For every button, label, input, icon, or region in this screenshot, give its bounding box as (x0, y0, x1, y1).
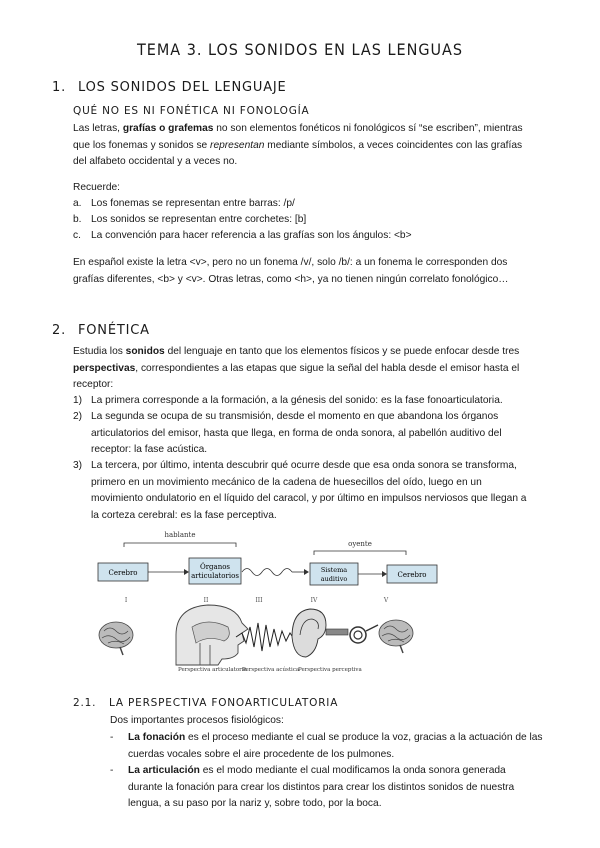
bold-term: La articulación (128, 765, 200, 776)
section-2-1-intro: Dos importantes procesos fisiológicos: (110, 715, 284, 726)
subsection-heading: QUÉ NO ES NI FONÉTICA NI FONOLOGÍA (73, 105, 310, 117)
paragraph-line (73, 121, 553, 138)
bold-term: La fonación (128, 732, 186, 743)
caption-acustica: Perspectiva acústica (242, 667, 300, 673)
section-title: LA PERSPECTIVA FONOARTICULATORIA (109, 697, 339, 709)
list-line: La tercera, por último, intenta descubrir qué ocurre desde que esa onda sonora se transforma, (91, 460, 517, 471)
paragraph-line: del alfabeto occidental y a veces no. (73, 156, 238, 167)
paragraph-line: En español existe la letra <v>, pero no un fonema /v/, solo /b/: a un fonema le corresponden dos (73, 257, 508, 268)
list-line: movimiento ondulatorio en el líquido del caracol, y por último en impulsos nerviosos que llegan a (91, 493, 527, 504)
list-item (73, 409, 553, 459)
box-organos (189, 558, 241, 584)
paragraph-line (73, 361, 553, 378)
text-run: no son elementos fonéticos ni fonológicos sí “se escriben”, mientras (213, 123, 523, 134)
text-run: es el modo mediante el cual modificamos la onda sonora generada (199, 765, 506, 776)
list-line: lengua, a su paso por la nariz y, sobre todo, por la boca. (128, 798, 382, 809)
text-run: mediante símbolos, a veces coincidentes con las grafías (264, 139, 523, 151)
list-marker: 2) (73, 411, 83, 422)
bold-term: grafías o grafemas (122, 123, 214, 134)
brain-left-icon (99, 622, 133, 655)
box-cerebro-receptor-label: Cerebro (397, 571, 427, 579)
brain-right-icon (379, 620, 413, 653)
paragraph-letra-v (73, 255, 553, 288)
list-marker: - (110, 765, 114, 776)
list-marker: 1) (73, 395, 83, 406)
list-item (73, 196, 543, 213)
section-2-heading (52, 323, 150, 338)
roman-numeral: II (203, 597, 209, 604)
arrow-3-head (382, 571, 387, 577)
section-number: 1. (52, 80, 67, 95)
box-sistema-line1: Sistema (320, 566, 348, 574)
text-run: Estudia los (73, 346, 126, 357)
list-line (128, 730, 543, 747)
roman-numeral: IV (310, 597, 318, 604)
list-item (73, 228, 543, 245)
list-text: Los sonidos se representan entre corchetes: [b] (91, 214, 307, 225)
paragraph-line: grafías diferentes, <b> y <v>. Otras letras, como <h>, ya no tienen ningún correlato fonológico… (73, 273, 509, 285)
roman-numeral: III (255, 597, 263, 604)
list-line: durante la fonación para crear los distintos para crear los distintos sonidos de nuestra (128, 781, 515, 793)
section-number: 2. (52, 323, 67, 338)
hablante-bracket (124, 543, 236, 547)
box-sistema-line2: auditivo (320, 575, 348, 583)
list-marker: a. (73, 198, 82, 209)
text-run: del lenguaje en tanto que los elementos físicos y se puede enfocar desde tres (164, 346, 520, 357)
section-2-1-heading (73, 697, 338, 709)
hablante-label: hablante (164, 531, 196, 539)
list-line: La segunda se ocupa de su transmisión, desde el momento en que abandona los órganos (91, 411, 499, 422)
list-line: La primera corresponde a la formación, a la génesis del sonido: es la fase fonoarticulatoria. (91, 395, 503, 406)
list-item (73, 393, 553, 410)
list-text: La convención para hacer referencia a las grafías son los ángulos: <b> (91, 230, 412, 241)
roman-numeral: I (124, 597, 128, 604)
section-number: 2.1. (73, 697, 97, 709)
caption-perceptiva: Perspectiva perceptiva (298, 667, 362, 673)
list-text: Los fonemas se representan entre barras: /p/ (91, 198, 295, 209)
list-line: receptor: la fase acústica. (91, 444, 208, 455)
list-item (73, 458, 563, 524)
bold-term: perspectivas (73, 362, 136, 374)
paragraph-fonetica (73, 344, 553, 394)
text-run: que los fonemas y sonidos se (73, 139, 211, 151)
list-item (110, 730, 570, 764)
list-text (128, 730, 543, 763)
roman-numeral: V (383, 597, 389, 604)
oyente-bracket (314, 551, 406, 555)
box-organos-line2: articulatorios (191, 572, 239, 580)
wave-transmission (242, 569, 292, 576)
list-text (91, 393, 503, 410)
paragraph-line (73, 344, 553, 361)
section-title: FONÉTICA (78, 323, 150, 338)
text-run: Las letras, (73, 123, 123, 134)
list-line: la corteza cerebral: es la fase perceptiva. (91, 509, 277, 521)
arrow-2-head (304, 569, 309, 575)
bold-term: sonidos (125, 346, 165, 357)
list-line (128, 763, 514, 780)
ear-icon (292, 609, 378, 657)
vocal-tract-icon (176, 605, 248, 665)
paragraph-line: receptor: (73, 379, 114, 390)
list-text (91, 458, 526, 524)
box-cerebro-emisor-label: Cerebro (108, 569, 138, 577)
document-title: TEMA 3. LOS SONIDOS EN LAS LENGUAS (136, 40, 464, 59)
paragraph-grafias (73, 121, 553, 171)
list-text (91, 409, 502, 459)
speech-chain-diagram (96, 525, 516, 675)
list-line: articulatorios del emisor, hasta que llega, en forma de onda sonora, al pabellón auditivo del (91, 427, 502, 439)
box-organos-line1: Órganos (199, 563, 231, 571)
list-line: cuerdas vocales sobre el aire procedente de los pulmones. (128, 748, 395, 760)
list-marker: - (110, 732, 114, 743)
italic-term: representan (210, 139, 265, 151)
text-run: , correspondientes a las etapas que sigue la señal del habla desde el emisor hasta el (135, 362, 520, 374)
list-item (73, 212, 543, 229)
paragraph-line (73, 138, 553, 155)
oyente-label: oyente (348, 540, 372, 548)
list-marker: b. (73, 214, 82, 225)
caption-articulatoria: Perspectiva articulatoria (178, 667, 247, 673)
list-marker: 3) (73, 460, 83, 471)
list-line: primero en un movimiento mecánico de la cadena de huesecillos del oído, luego en un (91, 476, 482, 488)
recuerde-label: Recuerde: (73, 182, 121, 193)
section-1-heading (52, 80, 287, 95)
arrow-1-head (184, 569, 189, 575)
list-text (128, 763, 514, 813)
list-item (110, 763, 570, 813)
section-title: LOS SONIDOS DEL LENGUAJE (78, 80, 287, 95)
list-marker: c. (73, 230, 81, 241)
text-run: es el proceso mediante el cual se produce la voz, gracias a la actuación de las (185, 732, 543, 743)
